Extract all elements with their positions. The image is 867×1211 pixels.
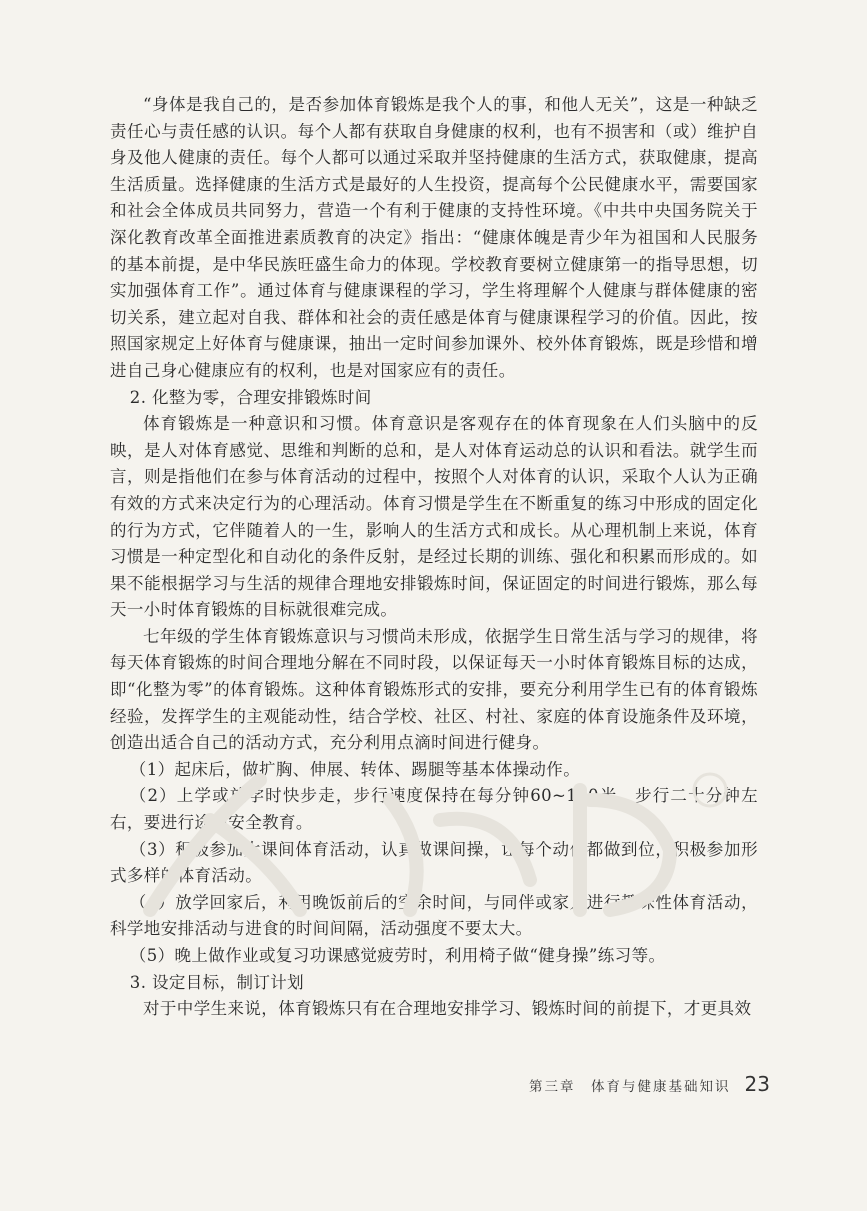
section-heading-2: 2. 化整为零，合理安排锻炼时间 <box>129 387 372 407</box>
paragraph-goal: 对于中学生来说，体育锻炼只有在合理地安排学习、锻炼时间的前提下，才更具效 <box>143 999 752 1019</box>
paragraph-responsibility: “身体是我自己的，是否参加体育锻炼是我个人的事，和他人无关”，这是一种缺乏责任心与责任感的认识。每个人都有获取自身健康的权利，也有不损害和（或）维护自身及他人健康的责任。每个人都可以通过采取并坚持健康的生活方式，获取健康，提高生活质量。选择健康的生活方式是最好的人生投资，提高每个公民健康水平，需要国家和社会全体成员共同努力，营造一个有利于健康的支持性环境。《中共中央国务院关于深化教育改革全面推进素质教育的决定》指出：“健康体魄是青少年为祖国和人民服务的基本前提，是中华民族旺盛生命力的体现。学校教育要树立健康第一的指导思想，切实加强体育工作”。通过体育与健康课程的学习，学生将理解个人健康与群体健康的密切关系，建立起对自我、群体和社会的责任感是体育与健康课程学习的价值。因此，按照国家规定上好体育与健康课，抽出一定时间参加课外、校外体育锻炼，既是珍惜和增进自己身心健康应有的权利，也是对国家应有的责任。 <box>110 95 758 380</box>
section-heading-3: 3. 设定目标，制订计划 <box>129 972 305 992</box>
list-item-5: （5）晚上做作业或复习功课感觉疲劳时，利用椅子做“健身操”练习等。 <box>129 946 666 965</box>
list-item-2: （2）上学或放学时快步走，步行速度保持在每分钟60~100米，步行二十分钟左右，要进行途中安全教育。 <box>110 786 758 833</box>
list-item-3: （3）积极参加大课间体育活动，认真做课间操，让每个动作都做到位，积极参加形式多样的体育活动。 <box>110 839 758 886</box>
page-body <box>110 92 758 1023</box>
page-number: 23 <box>744 1072 770 1096</box>
footer-chapter-title: 第三章 体育与健康基础知识 <box>529 1079 731 1095</box>
paragraph-habit: 体育锻炼是一种意识和习惯。体育意识是客观存在的体育现象在人们头脑中的反映，是人对体育感觉、思维和判断的总和，是人对体育运动总的认识和看法。就学生而言，则是指他们在参与体育活动的过程中，按照个人对体育的认识，采取个人认为正确有效的方式来决定行为的心理活动。体育习惯是学生在不断重复的练习中形成的固定化的行为方式，它伴随着人的一生，影响人的生活方式和成长。从心理机制上来说，体育习惯是一种定型化和自动化的条件反射，是经过长期的训练、强化和积累而形成的。如果不能根据学习与生活的规律合理地安排锻炼时间，保证固定的时间进行锻炼，那么每天一小时体育锻炼的目标就很难完成。 <box>110 414 758 620</box>
list-item-1: （1）起床后，做扩胸、伸展、转体、踢腿等基本体操动作。 <box>129 759 581 779</box>
paragraph-grade7: 七年级的学生体育锻炼意识与习惯尚未形成，依据学生日常生活与学习的规律，将每天体育锻炼的时间合理地分解在不同时段，以保证每天一小时体育锻炼目标的达成，即“化整为零”的体育锻炼。这种体育锻炼形式的安排，要充分利用学生已有的体育锻炼经验，发挥学生的主观能动性，结合学校、社区、村社、家庭的体育设施条件及环境，创造出适合自己的活动方式，充分利用点滴时间进行健身。 <box>110 626 758 753</box>
list-item-4: （4）放学回家后，利用晚饭前后的空余时间，与同伴或家人进行趣味性体育活动，科学地安排活动与进食的时间间隔，活动强度不要太大。 <box>110 892 758 939</box>
page-footer <box>510 1072 770 1102</box>
